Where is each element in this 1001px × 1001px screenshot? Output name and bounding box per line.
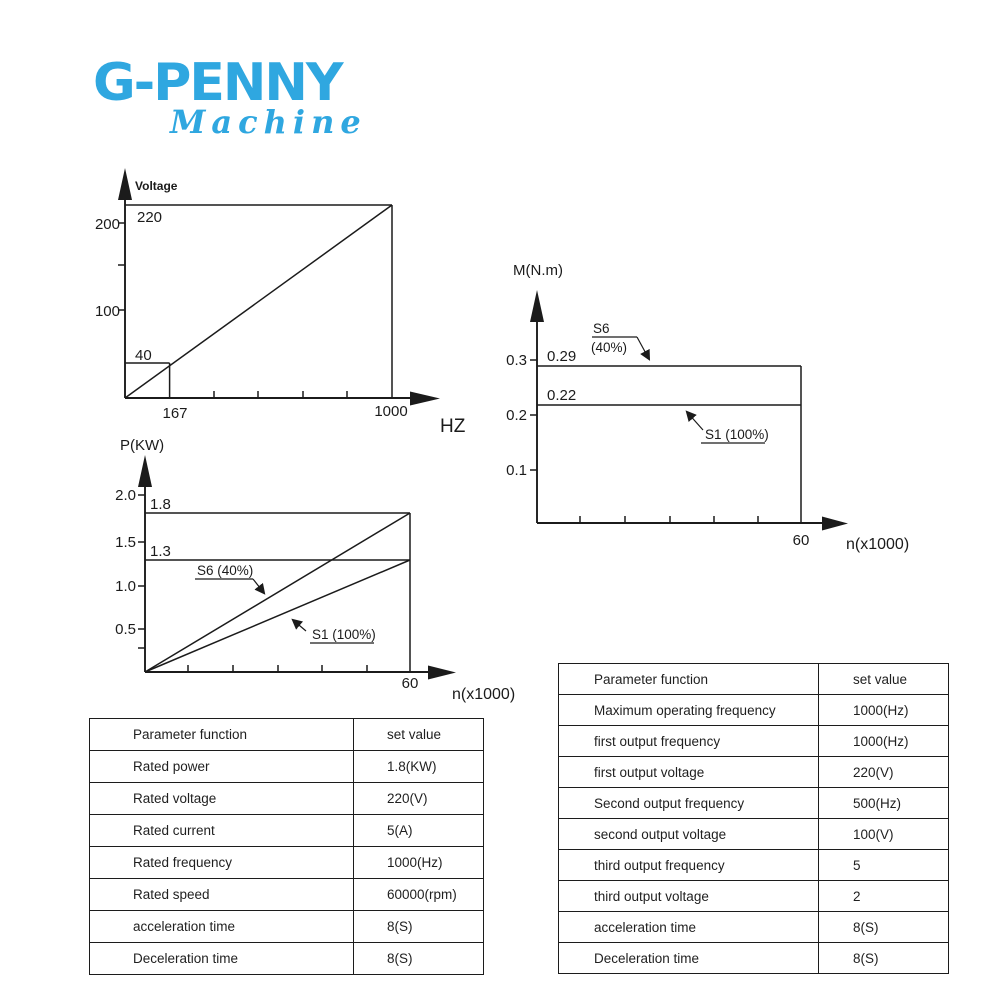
s6-leader-arrow — [637, 337, 649, 359]
param-cell: Deceleration time — [559, 943, 819, 974]
y-tick-label-02: 0.2 — [506, 407, 527, 424]
y-axis-title: M(N.m) — [513, 262, 563, 279]
table-row — [90, 879, 484, 911]
x-tick-label-60: 60 — [792, 532, 810, 549]
s6-series-label: S6 (40%) — [197, 563, 254, 578]
x-axis-arrow-icon — [428, 666, 456, 680]
x-tick-label-167: 167 — [162, 405, 188, 422]
s6-leader-arrow — [253, 579, 264, 593]
vf-curve-line — [125, 205, 392, 398]
param-cell: third output voltage — [559, 881, 819, 912]
s1-leader-arrow — [687, 412, 703, 430]
y-tick-label-10: 1.0 — [115, 578, 136, 595]
col-header-value: set value — [819, 664, 949, 695]
x-axis-arrow-icon — [822, 517, 848, 531]
y-tick-label-01: 0.1 — [506, 462, 527, 479]
param-cell: Rated frequency — [90, 847, 354, 879]
col-header-value: set value — [354, 719, 484, 751]
s6-power-value: 1.8 — [150, 496, 171, 513]
y-tick-label-200: 200 — [94, 216, 120, 233]
table-row — [559, 943, 949, 974]
param-cell: Rated speed — [90, 879, 354, 911]
table-header-row — [90, 719, 484, 751]
s1-power-value: 1.3 — [150, 543, 171, 560]
label-220v: 220 — [137, 209, 163, 226]
value-cell: 1000(Hz) — [819, 726, 949, 757]
x-axis-title: HZ — [440, 416, 466, 437]
table-row — [559, 881, 949, 912]
s1-power-curve — [145, 560, 410, 672]
table-row — [559, 912, 949, 943]
y-tick-label-05: 0.5 — [115, 621, 136, 638]
table-row — [90, 783, 484, 815]
value-cell: 1.8(KW) — [354, 751, 484, 783]
power-speed-chart — [100, 425, 560, 715]
value-cell: 100(V) — [819, 819, 949, 850]
y-axis-arrow-icon — [118, 168, 132, 200]
value-cell: 220(V) — [819, 757, 949, 788]
param-cell: Maximum operating frequency — [559, 695, 819, 726]
value-cell: 5 — [819, 850, 949, 881]
x-axis-title: n(x1000) — [846, 536, 910, 553]
param-cell: acceleration time — [559, 912, 819, 943]
label-40v: 40 — [135, 347, 152, 364]
y-tick-label-03: 0.3 — [506, 352, 527, 369]
param-cell: Rated voltage — [90, 783, 354, 815]
value-cell: 5(A) — [354, 815, 484, 847]
y-tick-label-100: 100 — [94, 303, 120, 320]
col-header-parameter: Parameter function — [90, 719, 354, 751]
x-axis-title: n(x1000) — [452, 686, 516, 703]
table-row — [90, 751, 484, 783]
param-cell: first output voltage — [559, 757, 819, 788]
value-cell: 2 — [819, 881, 949, 912]
s1-leader-arrow — [293, 620, 306, 631]
table-row — [90, 911, 484, 943]
s6-torque-value: 0.29 — [547, 348, 577, 365]
brand-name: G-PENNY — [93, 53, 342, 113]
s6-power-curve — [145, 513, 410, 672]
value-cell: 8(S) — [354, 943, 484, 975]
table-row — [559, 819, 949, 850]
s6-duty-label: (40%) — [591, 340, 628, 355]
param-cell: first output frequency — [559, 726, 819, 757]
s1-series-label: S1 (100%) — [705, 427, 769, 442]
table-row — [559, 757, 949, 788]
y-axis-arrow-icon — [530, 290, 544, 322]
table-row — [559, 788, 949, 819]
value-cell: 8(S) — [819, 912, 949, 943]
param-cell: second output voltage — [559, 819, 819, 850]
table-row — [90, 847, 484, 879]
table-row — [559, 726, 949, 757]
value-cell: 8(S) — [819, 943, 949, 974]
y-axis-arrow-icon — [138, 455, 152, 487]
param-cell: Second output frequency — [559, 788, 819, 819]
value-cell: 220(V) — [354, 783, 484, 815]
y-axis-title: Voltage — [135, 179, 178, 193]
voltage-frequency-chart — [95, 160, 485, 440]
table-row — [90, 943, 484, 975]
table-row — [559, 695, 949, 726]
param-cell: Rated power — [90, 751, 354, 783]
s1-series-label: S1 (100%) — [312, 627, 376, 642]
param-cell: third output frequency — [559, 850, 819, 881]
brand-tagline: Machine — [170, 103, 367, 141]
s1-torque-value: 0.22 — [547, 387, 577, 404]
value-cell: 60000(rpm) — [354, 879, 484, 911]
table-row — [559, 850, 949, 881]
value-cell: 500(Hz) — [819, 788, 949, 819]
inverter-parameter-table — [558, 663, 949, 974]
value-cell: 8(S) — [354, 911, 484, 943]
motor-parameter-table — [89, 718, 484, 975]
x-tick-label-60: 60 — [401, 675, 419, 692]
table-row — [90, 815, 484, 847]
param-cell: Deceleration time — [90, 943, 354, 975]
param-cell: acceleration time — [90, 911, 354, 943]
x-axis-arrow-icon — [410, 392, 440, 406]
y-axis-title: P(KW) — [120, 437, 165, 454]
y-tick-label-20: 2.0 — [115, 487, 136, 504]
col-header-parameter: Parameter function — [559, 664, 819, 695]
s6-series-label: S6 — [593, 321, 610, 336]
y-tick-label-15: 1.5 — [115, 534, 136, 551]
param-cell: Rated current — [90, 815, 354, 847]
table-header-row — [559, 664, 949, 695]
x-tick-label-1000: 1000 — [374, 403, 408, 420]
value-cell: 1000(Hz) — [354, 847, 484, 879]
value-cell: 1000(Hz) — [819, 695, 949, 726]
